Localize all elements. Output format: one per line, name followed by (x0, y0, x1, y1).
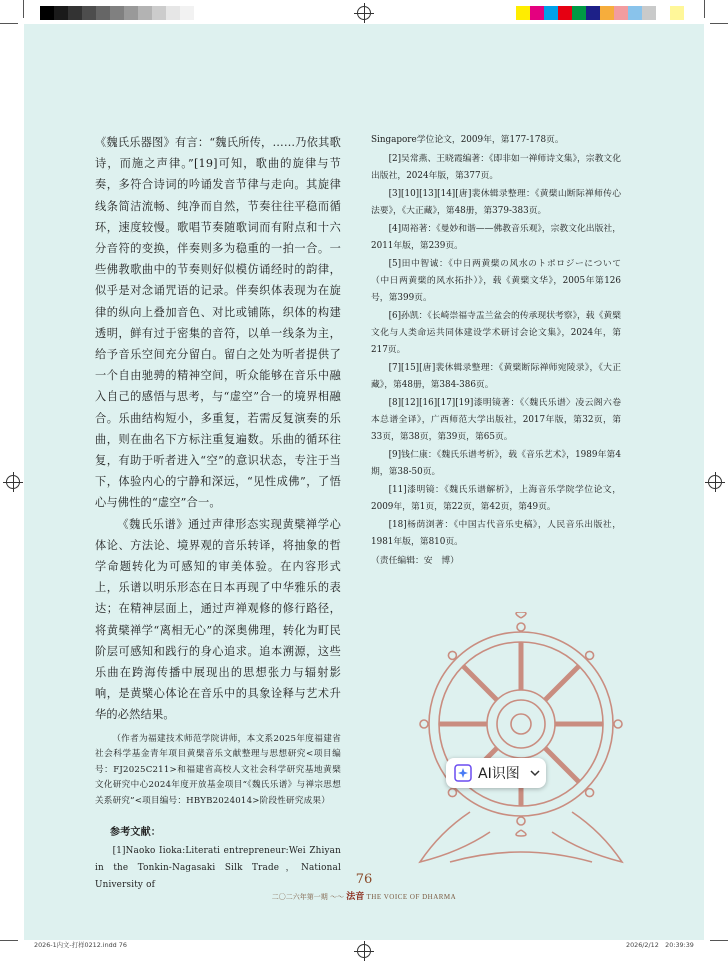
color-swatch (544, 6, 558, 20)
color-swatch (614, 6, 628, 20)
magazine-english-name: THE VOICE OF DHARMA (366, 893, 457, 901)
slug-timestamp: 2026/2/12 20:39:39 (626, 941, 694, 949)
color-swatch (110, 6, 124, 20)
reference-item: [3][10][13][14][唐]裴休辑录整理：《黄檗山断际禅师传心法要》，《大正藏》，第48册，第379-383页。 (371, 188, 621, 216)
reference-item: [18]杨荫浏著：《中国古代音乐史稿》，人民音乐出版社，1981年版，第810页。 (371, 519, 621, 547)
crop-mark (710, 23, 728, 24)
color-swatch (194, 6, 208, 20)
color-swatch (166, 6, 180, 20)
author-note: （作者为福建技术师范学院讲师，本文系2025年度福建省社会科学基金青年项目黄檗音乐文献整理与思想研究<项目编号：FJ2025C211>和福建省高校人文社会科学研究基地黄檗文化研究中心2024年度开放基金项目“《魏氏乐谱》与禅宗思想关系研究”<项目编号：HBYB2024014>阶段性研究成果） (95, 733, 341, 807)
color-swatch (586, 6, 600, 20)
ai-image-recognition-button[interactable] (446, 758, 546, 788)
issue-label: 二〇二六年第一期 (271, 893, 328, 901)
registration-mark-icon (357, 944, 371, 958)
crop-mark (0, 940, 18, 941)
color-swatch (152, 6, 166, 20)
crop-mark (704, 0, 705, 18)
crop-mark (23, 0, 24, 18)
references-heading: 参考文献： (110, 826, 161, 838)
grayscale-color-bar (40, 6, 208, 20)
color-swatch (96, 6, 110, 20)
reference-item: [6]孙凯：《长崎崇福寺盂兰盆会的传承现状考察》，载《黄檗文化与人类命运共同体建设学术研讨会论文集》，2024年，第217页。 (371, 310, 621, 355)
dharma-wheel-icon (410, 612, 632, 874)
magazine-logo: 法音 (346, 892, 365, 902)
reference-item: [7][15][唐]裴休辑录整理：《黄檗断际禅师宛陵录》，《大正藏》，第48册，第384-386页。 (371, 362, 621, 390)
color-swatch (600, 6, 614, 20)
registration-mark-icon (357, 6, 371, 20)
color-swatch (642, 6, 656, 20)
color-swatch (40, 6, 54, 20)
reference-item: Singapore学位论文，2009年，第177-178页。 (371, 135, 564, 145)
color-swatch (516, 6, 530, 20)
reference-item: [4]周裕著：《曼妙和谐——佛教音乐观》，宗教文化出版社，2011年版，第239页。 (371, 223, 621, 251)
body-paragraph: 《魏氏乐谱》通过声律形态实现黄檗禅学心体论、方法论、境界观的音乐转译，将抽象的哲学命题转化为可感知的审美体验。在内容形式上，乐谱以明乐形态在日本再现了中华雅乐的表达；在精神层面上，通过声禅观修的修行路径，将黄檗禅学“离相无心”的深奥佛理，转化为町民阶层可感知和践行的身心追求。追本溯源，这些乐曲在跨海传播中展现出的思想张力与辐射影响，是黄檗心体论在音乐中的具象诠释与艺术升华的必然结果。 (95, 517, 341, 722)
color-swatch (628, 6, 642, 20)
color-swatch (670, 6, 684, 20)
color-swatch (138, 6, 152, 20)
ai-button-label: AI识图 (478, 766, 520, 782)
ai-sparkle-icon (454, 764, 472, 782)
page-number: 76 (355, 872, 373, 887)
page-footer (254, 872, 474, 912)
color-swatch (124, 6, 138, 20)
color-swatch (656, 6, 670, 20)
reference-item: [5]田中智诚：《中日两黄檗の风水のトポロジーについて（中日两黄檗的风水拓扑）》，载《黄檗文华》，2005年第126号，第399页。 (371, 258, 621, 303)
chevron-down-icon[interactable] (530, 768, 540, 778)
color-swatch (558, 6, 572, 20)
cmyk-color-bar (516, 6, 684, 20)
registration-mark-icon (708, 475, 722, 489)
footer-line (254, 889, 474, 902)
right-column (371, 132, 621, 571)
reference-item: [8][12][16][17][19]漆明镜著：《〈魏氏乐谱〉凌云阁六卷本总谱全译》，广西师范大学出版社，2017年版，第32页，第33页，第38页，第39页，第65页。 (371, 397, 621, 442)
color-swatch (572, 6, 586, 20)
reference-item: [1]Naoko Iioka:Literati entrepreneur:Wei Zhiyan in the Tonkin-Nagasaki Silk Trade，National University of (95, 845, 341, 890)
ornament-icon: ～～ (330, 893, 345, 901)
left-column (95, 132, 341, 894)
body-paragraph: 《魏氏乐器图》有言：“魏氏所传，……乃依其歌诗，而施之声律。”[19]可知，歌曲的旋律与节奏，多符合诗词的吟诵发音节律与走向。其旋律线条简洁流畅、纯净而自然，节奏往往平稳而循环，速度较慢。歌唱节奏随歌词而有附点和十六分音符的变换，伴奏则多为稳重的一拍一合。一些佛教歌曲中的节奏则好似模仿诵经时的韵律，似乎是对念诵咒语的记录。伴奏织体表现为在旋律的纵向上叠加音色、对比或铺陈，织体的构建透明，鲜有过于密集的音符，以单一线条为主，给予音乐空间充分留白。留白之处为听者提供了一个自由驰骋的精神空间，听众能够在音乐中融入自己的感悟与思考，与“虚空”合一的境界相融合。乐曲结构短小，多重复，若需反复演奏的乐曲，则在曲名下方标注重复遍数。乐曲的循环往复，有助于听者进入“空”的意识状态，专注于当下，体验内心的宁静和深远，“见性成佛”，了悟心与佛性的“虚空”合一。 (95, 136, 341, 510)
crop-mark (0, 23, 18, 24)
color-swatch (54, 6, 68, 20)
color-swatch (68, 6, 82, 20)
color-swatch (530, 6, 544, 20)
slug-file: 2026-1内文-打样0212.indd 76 (34, 941, 127, 949)
responsible-editor: （责任编辑：安 博） (371, 555, 459, 566)
color-swatch (180, 6, 194, 20)
reference-item: [9]钱仁康：《魏氏乐谱考析》，载《音乐艺术》，1989年第4期，第38-50页。 (371, 449, 621, 477)
reference-item: [2]吴常燕、王晓霞编著：《即非如一禅师诗文集》，宗教文化出版社，2024年版，第377页。 (371, 153, 621, 181)
color-swatch (82, 6, 96, 20)
reference-item: [11]漆明镜：《魏氏乐谱解析》，上海音乐学院学位论文，2009年，第1页，第22页，第42页，第49页。 (371, 484, 621, 512)
registration-mark-icon (6, 475, 20, 489)
crop-mark (710, 940, 728, 941)
